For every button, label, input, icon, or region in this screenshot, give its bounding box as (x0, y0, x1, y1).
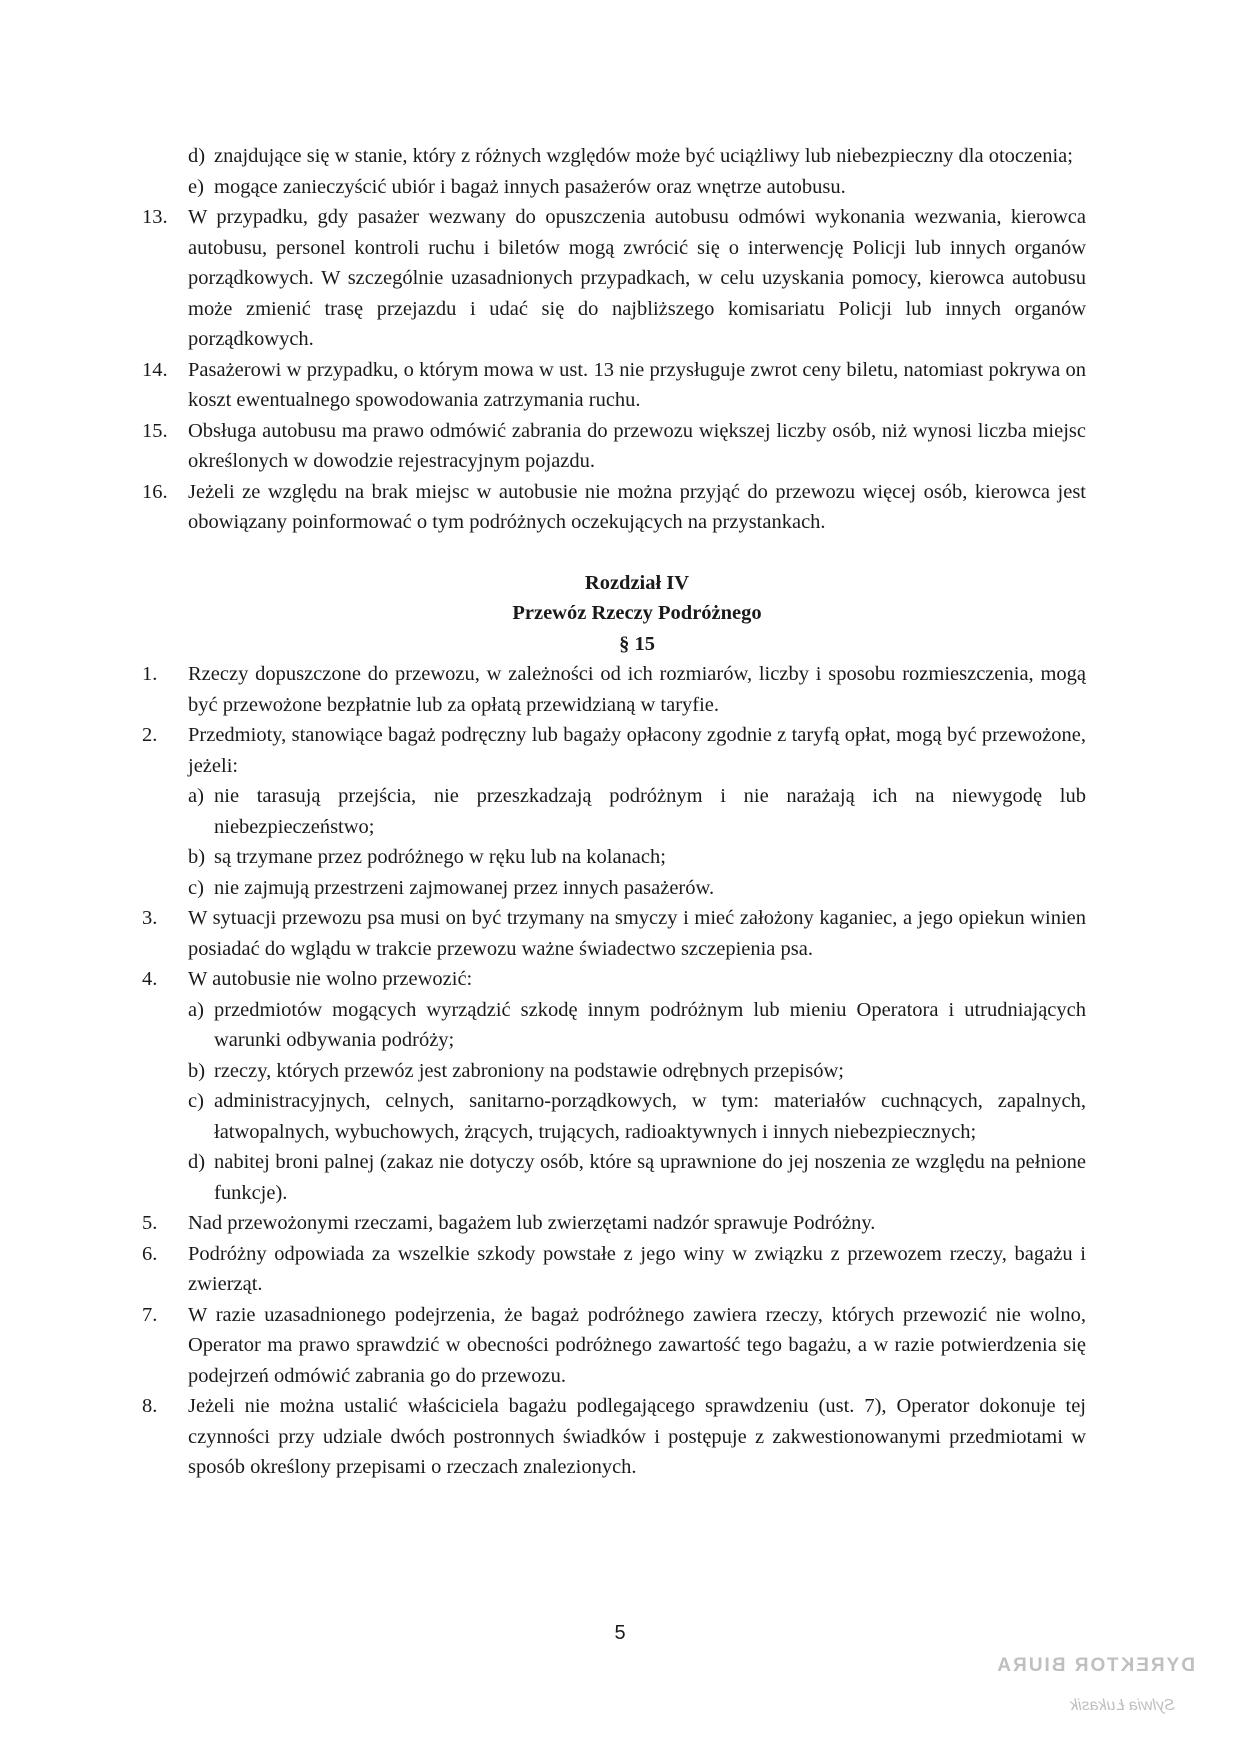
section-paragraph-2 (142, 720, 1086, 781)
item-marker: 6. (142, 1242, 158, 1265)
item-marker: 3. (142, 907, 158, 929)
spacer (188, 538, 1086, 568)
item-marker: 8. (142, 1395, 158, 1417)
list-item (188, 1056, 1086, 1087)
paragraph-14 (142, 355, 1086, 416)
paragraph-15 (142, 416, 1086, 477)
item-text: Przedmioty, stanowiące bagaż podręczny lub bagaży opłacony zgodnie z taryfą opłat, mogą być przewożone, jeżeli: (188, 724, 1086, 777)
section-paragraph-5 (142, 1208, 1086, 1239)
item-marker: a) (188, 998, 204, 1021)
section-paragraph-3 (142, 903, 1086, 964)
section-paragraph-7 (142, 1300, 1086, 1392)
item-text: Obsługa autobusu ma prawo odmówić zabrania do przewozu większej liczby osób, niż wynosi liczba miejsc określonych w dowodzie rejestracyjnym pojazdu. (188, 419, 1086, 472)
item-marker: 15. (142, 419, 168, 442)
item-text: Podróżny odpowiada za wszelkie szkody powstałe z jego winy w związku z przewozem rzeczy, bagażu i zwierząt. (188, 1242, 1086, 1295)
continued-sublist (188, 141, 1086, 202)
list-item (188, 873, 1086, 904)
document-page (142, 141, 1086, 1483)
item-text: Jeżeli ze względu na brak miejsc w autobusie nie można przyjąć do przewozu więcej osób, kierowca jest obowiązany poinformować o tym podróżnych oczekujących na przystankach. (188, 480, 1086, 533)
item-marker: 2. (142, 724, 158, 746)
item-marker: 5. (142, 1212, 158, 1234)
list-item (188, 1147, 1086, 1208)
item-text: administracyjnych, celnych, sanitarno-porządkowych, w tym: materiałów cuchnących, zapalnych, łatwopalnych, wybuchowych, żrących, trujących, radioaktywnych i innych niebezpiecznych; (214, 1090, 1086, 1143)
section-paragraph-6 (142, 1239, 1086, 1300)
section-paragraph-1 (142, 659, 1086, 720)
item-text: nie zajmują przestrzeni zajmowanej przez innych pasażerów. (214, 876, 715, 899)
item-text: W sytuacji przewozu psa musi on być trzymany na smyczy i mieć założony kaganiec, a jego opiekun winien posiadać do wglądu w trakcie przewozu ważne świadectwo szczepienia psa. (188, 907, 1086, 960)
section-paragraph-4 (142, 964, 1086, 995)
item-marker: d) (188, 1151, 206, 1173)
paragraph-4-sublist (188, 995, 1086, 1209)
item-text: Rzeczy dopuszczone do przewozu, w zależności od ich rozmiarów, liczby i sposobu rozmieszczenia, mogą być przewożone bezpłatnie lub za opłatą przewidzianą w taryfie. (188, 663, 1086, 716)
stamp-signature: Sylwia Łukasik (1070, 1697, 1175, 1714)
item-text: mogące zanieczyścić ubiór i bagaż innych pasażerów oraz wnętrze autobusu. (214, 175, 846, 198)
list-item (188, 1086, 1086, 1147)
item-text: znajdujące się w stanie, który z różnych względów może być uciążliwy lub niebezpieczny dla otoczenia; (214, 145, 1073, 167)
list-item (188, 172, 1086, 203)
item-marker: c) (188, 1090, 204, 1112)
item-marker: b) (188, 1059, 206, 1082)
page-number: 5 (614, 1622, 626, 1644)
item-marker: 7. (142, 1303, 158, 1326)
item-text: Jeżeli nie można ustalić właściciela bagażu podlegającego sprawdzeniu (ust. 7), Operator dokonuje tej czynności przy udziale dwóch postronnych świadków i postępuje z zakwestionowanymi przedmiotami w sposób określony przepisami o rzeczach znalezionych. (188, 1395, 1086, 1478)
item-text: Nad przewożonymi rzeczami, bagażem lub zwierzętami nadzór sprawuje Podróżny. (188, 1212, 876, 1234)
list-item (188, 995, 1086, 1056)
item-marker: 1. (142, 663, 158, 685)
item-text: nie tarasują przejścia, nie przeszkadzają podróżnym i nie narażają ich na niewygodę lub niebezpieczeństwo; (214, 785, 1086, 838)
item-marker: d) (188, 145, 206, 167)
paragraph-16 (142, 477, 1086, 538)
section-number: § 15 (619, 632, 655, 655)
item-marker: 14. (142, 358, 168, 381)
item-marker: 16. (142, 480, 168, 503)
item-text: W przypadku, gdy pasażer wezwany do opuszczenia autobusu odmówi wykonania wezwania, kierowca autobusu, personel kontroli ruchu i biletów mogą zwrócić się o interwencję Policji lub innych organów porządkowych. W szczególnie uzasadnionych przypadkach, w celu uzyskania pomocy, kierowca autobusu może zmienić trasę przejazdu i udać się do najbliższego komisariatu Policji lub innych organów porządkowych. (188, 206, 1086, 350)
item-marker: 13. (142, 206, 168, 228)
item-text: są trzymane przez podróżnego w ręku lub na kolanach; (214, 846, 666, 868)
item-marker: e) (188, 175, 204, 198)
paragraph-13 (142, 202, 1086, 355)
list-item (188, 781, 1086, 842)
list-item (188, 842, 1086, 873)
item-text: nabitej broni palnej (zakaz nie dotyczy osób, które są uprawnione do jej noszenia ze względu na pełnione funkcje). (214, 1151, 1086, 1204)
item-text: rzeczy, których przewóz jest zabroniony na podstawie odrębnych przepisów; (214, 1059, 844, 1082)
chapter-subtitle: Przewóz Rzeczy Podróżnego (512, 602, 762, 624)
bleed-through-stamp (985, 1655, 1195, 1715)
section-paragraph-8 (142, 1391, 1086, 1483)
chapter-title: Rozdział IV (584, 571, 690, 594)
item-text: W autobusie nie wolno przewozić: (188, 968, 473, 990)
paragraph-2-sublist (188, 781, 1086, 903)
list-item (188, 141, 1086, 172)
item-marker: c) (188, 876, 204, 899)
item-text: Pasażerowi w przypadku, o którym mowa w ust. 13 nie przysługuje zwrot ceny biletu, natomiast pokrywa on koszt ewentualnego spowodowania zatrzymania ruchu. (188, 358, 1086, 411)
item-text: przedmiotów mogących wyrządzić szkodę innym podróżnym lub mieniu Operatora i utrudniających warunki odbywania podróży; (214, 998, 1086, 1051)
item-marker: b) (188, 846, 206, 868)
item-marker: a) (188, 785, 204, 807)
stamp-title: DYREKTOR BIURA (995, 1655, 1195, 1676)
item-marker: 4. (142, 968, 158, 990)
item-text: W razie uzasadnionego podejrzenia, że bagaż podróżnego zawiera rzeczy, których przewozić nie wolno, Operator ma prawo sprawdzić w obecności podróżnego zawartość tego bagażu, a w razie potwierdzenia się podejrzeń odmówić zabrania go do przewozu. (188, 1303, 1086, 1387)
